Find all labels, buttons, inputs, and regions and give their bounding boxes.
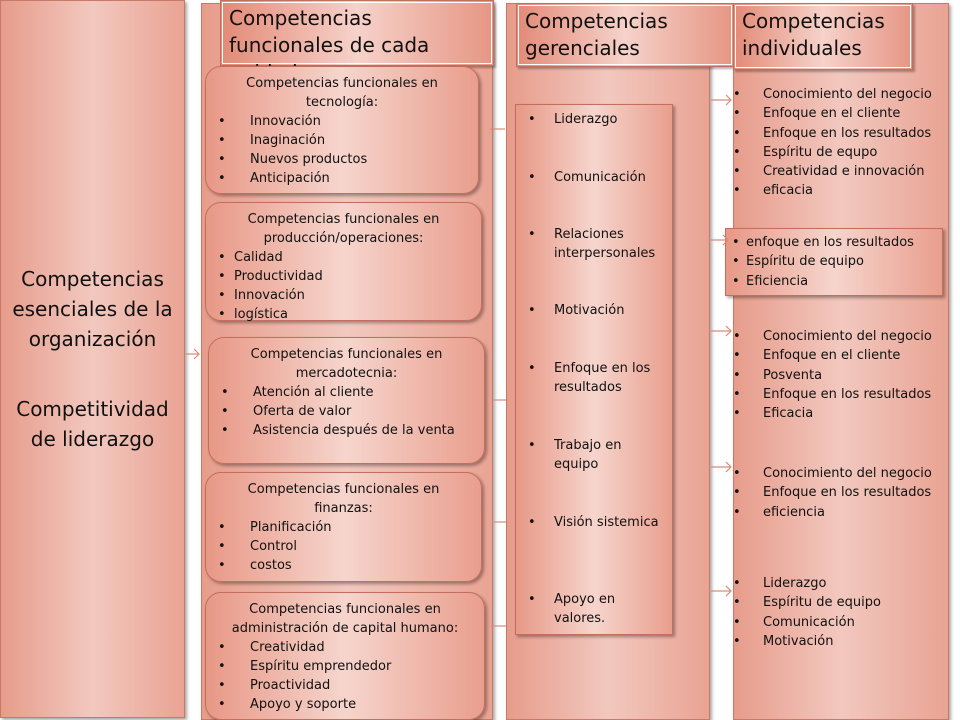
list-item: • Inaginación bbox=[218, 131, 466, 150]
list-item: • Espíritu de equpo bbox=[733, 143, 932, 162]
list-item: • Enfoque en el cliente bbox=[733, 104, 932, 123]
list-item: • Asistencia después de la venta bbox=[221, 421, 472, 440]
functional-competencies-header: Competencias funcionales de cada bbox=[220, 0, 494, 66]
list-item: • Creatividad bbox=[218, 638, 472, 657]
list-item: • Visión sistemica bbox=[528, 513, 668, 532]
box-title: Competencias funcionales en mercadotecnia: bbox=[250, 347, 443, 381]
human-capital-competencies-box bbox=[205, 592, 485, 720]
list-item: • Proactividad bbox=[218, 676, 472, 695]
list-item: • Innovación bbox=[218, 112, 466, 131]
managerial-competencies-header: Competencias gerenciales bbox=[516, 3, 734, 67]
arrow-individual-3 bbox=[711, 326, 731, 336]
individual-group-3 bbox=[733, 327, 932, 423]
list-item: • Comunicación bbox=[528, 168, 668, 187]
list-item: • Conocimiento del negocio bbox=[733, 464, 932, 483]
list-item: • Eficacia bbox=[733, 404, 932, 423]
individual-competencies-header: Competencias individuales bbox=[733, 3, 913, 70]
leadership-competitiveness-heading: Competitividad de liderazgo bbox=[16, 397, 169, 451]
list-item: • Espíritu de equipo bbox=[733, 593, 881, 612]
list-item: • Motivación bbox=[733, 632, 881, 651]
list-item: • eficacia bbox=[733, 181, 932, 200]
box-title: Competencias funcionales en tecnología: bbox=[246, 76, 438, 110]
finance-competencies-box bbox=[205, 472, 482, 582]
list-item: • Enfoque en los resultados bbox=[733, 385, 932, 404]
list-item: • Liderazgo bbox=[528, 110, 668, 129]
arrow-core-to-functional bbox=[186, 349, 199, 359]
list-item: • Apoyo en valores. bbox=[528, 590, 668, 628]
individual-group-5 bbox=[733, 574, 881, 651]
list-item: • Oferta de valor bbox=[221, 402, 472, 421]
list-item: • eficiencia bbox=[733, 503, 932, 522]
list-item: • Anticipación bbox=[218, 169, 466, 188]
list-item: • Enfoque en los resultados bbox=[733, 124, 932, 143]
list-item: • Nuevos productos bbox=[218, 150, 466, 169]
list-item: • Eficiencia bbox=[732, 272, 936, 291]
list-item: • Enfoque en los resultados bbox=[733, 483, 932, 502]
individual-group-1 bbox=[733, 85, 932, 201]
box-title: Competencias funcionales en administración de capital humano: bbox=[231, 602, 459, 636]
individual-group-2-box bbox=[725, 228, 943, 296]
list-item: • costos bbox=[218, 556, 469, 575]
list-item: • Conocimiento del negocio bbox=[733, 327, 932, 346]
list-item: • Relaciones interpersonales bbox=[528, 225, 668, 263]
list-item: • Espíritu emprendedor bbox=[218, 657, 472, 676]
list-item: • Liderazgo bbox=[733, 574, 881, 593]
arrow-individual-5 bbox=[711, 586, 731, 596]
list-item: • Posventa bbox=[733, 366, 932, 385]
arrow-individual-4 bbox=[711, 462, 731, 472]
core-competencies-column bbox=[0, 0, 185, 718]
list-item: • logística bbox=[218, 305, 469, 324]
list-item: • Motivación bbox=[528, 301, 668, 320]
list-item: • Planificación bbox=[218, 518, 469, 537]
managerial-competencies-box bbox=[515, 104, 673, 635]
list-item: • Conocimiento del negocio bbox=[733, 85, 932, 104]
box-title: Competencias funcionales en producción/operaciones: bbox=[247, 212, 440, 246]
list-item: • Enfoque en los resultados bbox=[528, 359, 668, 397]
list-item: • Innovación bbox=[218, 286, 469, 305]
list-item: • Enfoque en el cliente bbox=[733, 346, 932, 365]
list-item: • Creatividad e innovación bbox=[733, 162, 932, 181]
list-item: • enfoque en los resultados bbox=[732, 233, 936, 252]
list-item: • Comunicación bbox=[733, 613, 881, 632]
list-item: • Productividad bbox=[218, 267, 469, 286]
technology-competencies-box bbox=[205, 66, 479, 194]
list-item: • Atención al cliente bbox=[221, 383, 472, 402]
list-item: • Trabajo en equipo bbox=[528, 436, 668, 474]
list-item: • Apoyo y soporte bbox=[218, 695, 472, 714]
core-competencies-heading: Competencias esenciales de la organización bbox=[12, 267, 173, 351]
production-competencies-box bbox=[205, 202, 482, 321]
box-title: Competencias funcionales en finanzas: bbox=[247, 482, 440, 516]
arrow-individual-1 bbox=[711, 95, 731, 105]
list-item: • Espíritu de equipo bbox=[732, 252, 936, 271]
list-item: • Control bbox=[218, 537, 469, 556]
marketing-competencies-box bbox=[208, 337, 485, 464]
list-item: • Calidad bbox=[218, 248, 469, 267]
individual-group-4 bbox=[733, 464, 932, 522]
